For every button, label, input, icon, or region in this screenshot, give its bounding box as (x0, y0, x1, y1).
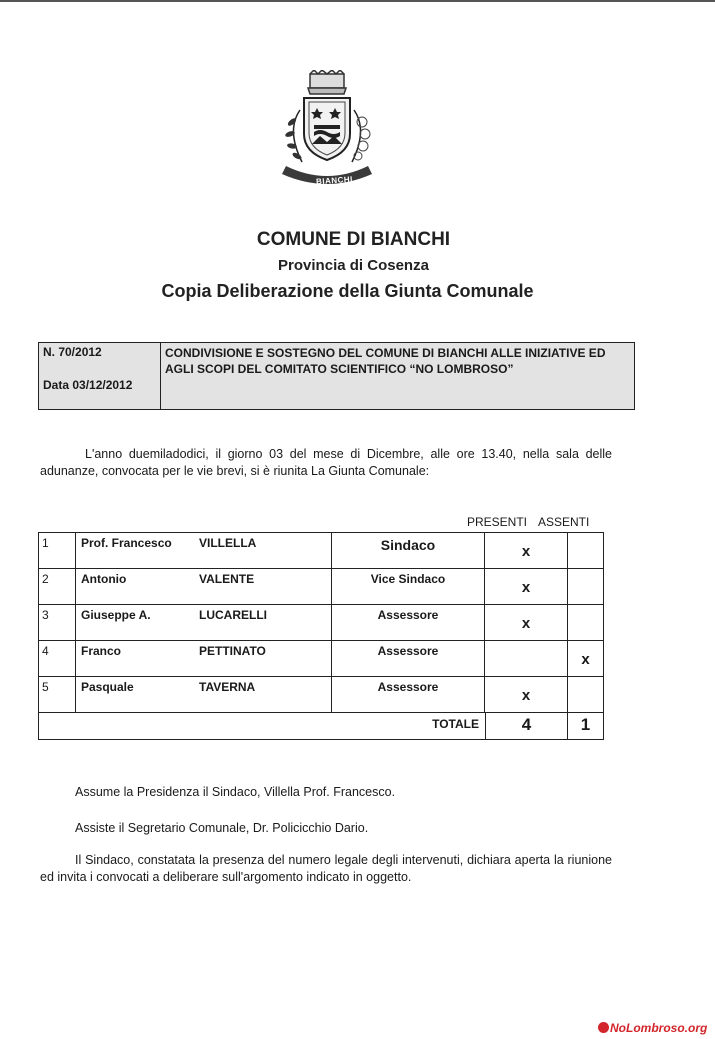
member-role: Assessore (332, 677, 485, 712)
member-name-cell (76, 533, 332, 568)
member-first-name: Pasquale (81, 680, 134, 694)
watermark-logo (598, 1021, 707, 1035)
total-absent: 1 (580, 715, 591, 734)
deliberation-id-cell (39, 343, 161, 409)
member-number: 1 (39, 533, 76, 568)
member-role: Vice Sindaco (332, 569, 485, 604)
opening-paragraph: Il Sindaco, constatata la presenza del numero legale degli intervenuti, dichiara aperta la riunione ed invita i convocati a deliberare sull'argomento indicato in oggetto. (40, 853, 612, 884)
member-first-name: Giuseppe A. (81, 608, 151, 622)
member-role: Assessore (332, 605, 485, 640)
attendance-table (38, 532, 604, 740)
member-role: Assessore (332, 641, 485, 676)
comune-title: COMUNE DI BIANCHI (256, 229, 451, 250)
provincia-subtitle: Provincia di Cosenza (278, 257, 429, 274)
absent-mark (568, 533, 603, 568)
table-row (39, 605, 603, 641)
coat-of-arms-motto: BIANCHI (315, 174, 354, 187)
member-role: Sindaco (332, 533, 485, 568)
secretary-paragraph: Assiste il Segretario Comunale, Dr. Policicchio Dario. (75, 821, 369, 835)
present-mark (485, 641, 568, 676)
municipal-coat-of-arms-icon (262, 70, 392, 192)
member-name-cell (76, 641, 332, 676)
member-first-name: Antonio (81, 572, 127, 586)
totals-row (39, 713, 603, 739)
absent-mark (568, 605, 603, 640)
absent-mark (568, 677, 603, 712)
member-last-name: VALENTE (199, 572, 255, 586)
deliberation-subject: CONDIVISIONE E SOSTEGNO DEL COMUNE DI BIANCHI ALLE INIZIATIVE ED AGLI SCOPI DEL COMITATO SCIENTIFICO “NO LOMBROSO” (165, 346, 606, 376)
table-row (39, 533, 603, 569)
table-row (39, 569, 603, 605)
member-last-name: LUCARELLI (199, 608, 267, 622)
member-first-name: Prof. Francesco (81, 536, 172, 550)
present-mark: x (485, 533, 568, 568)
member-last-name: PETTINATO (199, 644, 266, 658)
no-sign-icon (598, 1022, 609, 1033)
present-mark: x (485, 677, 568, 712)
totals-label: TOTALE (432, 717, 479, 731)
deliberation-number: N. 70/2012 (43, 345, 102, 359)
deliberation-date: Data 03/12/2012 (43, 378, 133, 392)
member-name-cell (76, 677, 332, 712)
page-top-edge (0, 0, 715, 2)
present-mark: x (485, 605, 568, 640)
document-type-title: Copia Deliberazione della Giunta Comunale (161, 281, 534, 301)
member-number: 3 (39, 605, 76, 640)
member-last-name: TAVERNA (199, 680, 256, 694)
column-header-assenti: ASSENTI (538, 515, 590, 529)
column-header-presenti: PRESENTI (467, 515, 528, 529)
watermark-text: NoLombroso.org (610, 1021, 708, 1035)
absent-mark: x (581, 651, 590, 668)
member-name-cell (76, 569, 332, 604)
member-number: 2 (39, 569, 76, 604)
member-last-name: VILLELLA (199, 536, 257, 550)
member-number: 5 (39, 677, 76, 712)
member-number: 4 (39, 641, 76, 676)
table-row (39, 677, 603, 713)
table-row (39, 641, 603, 677)
absent-mark (568, 569, 603, 604)
member-name-cell (76, 605, 332, 640)
presidency-paragraph: Assume la Presidenza il Sindaco, Villella Prof. Francesco. (75, 785, 396, 799)
deliberation-header-box (38, 342, 635, 410)
member-first-name: Franco (81, 644, 122, 658)
intro-paragraph: L'anno duemiladodici, il giorno 03 del mese di Dicembre, alle ore 13.40, nella sala delle adunanze, convocata per le vie brevi, si è riunita La Giunta Comunale: (40, 447, 612, 478)
total-present: 4 (485, 712, 568, 739)
present-mark: x (485, 569, 568, 604)
